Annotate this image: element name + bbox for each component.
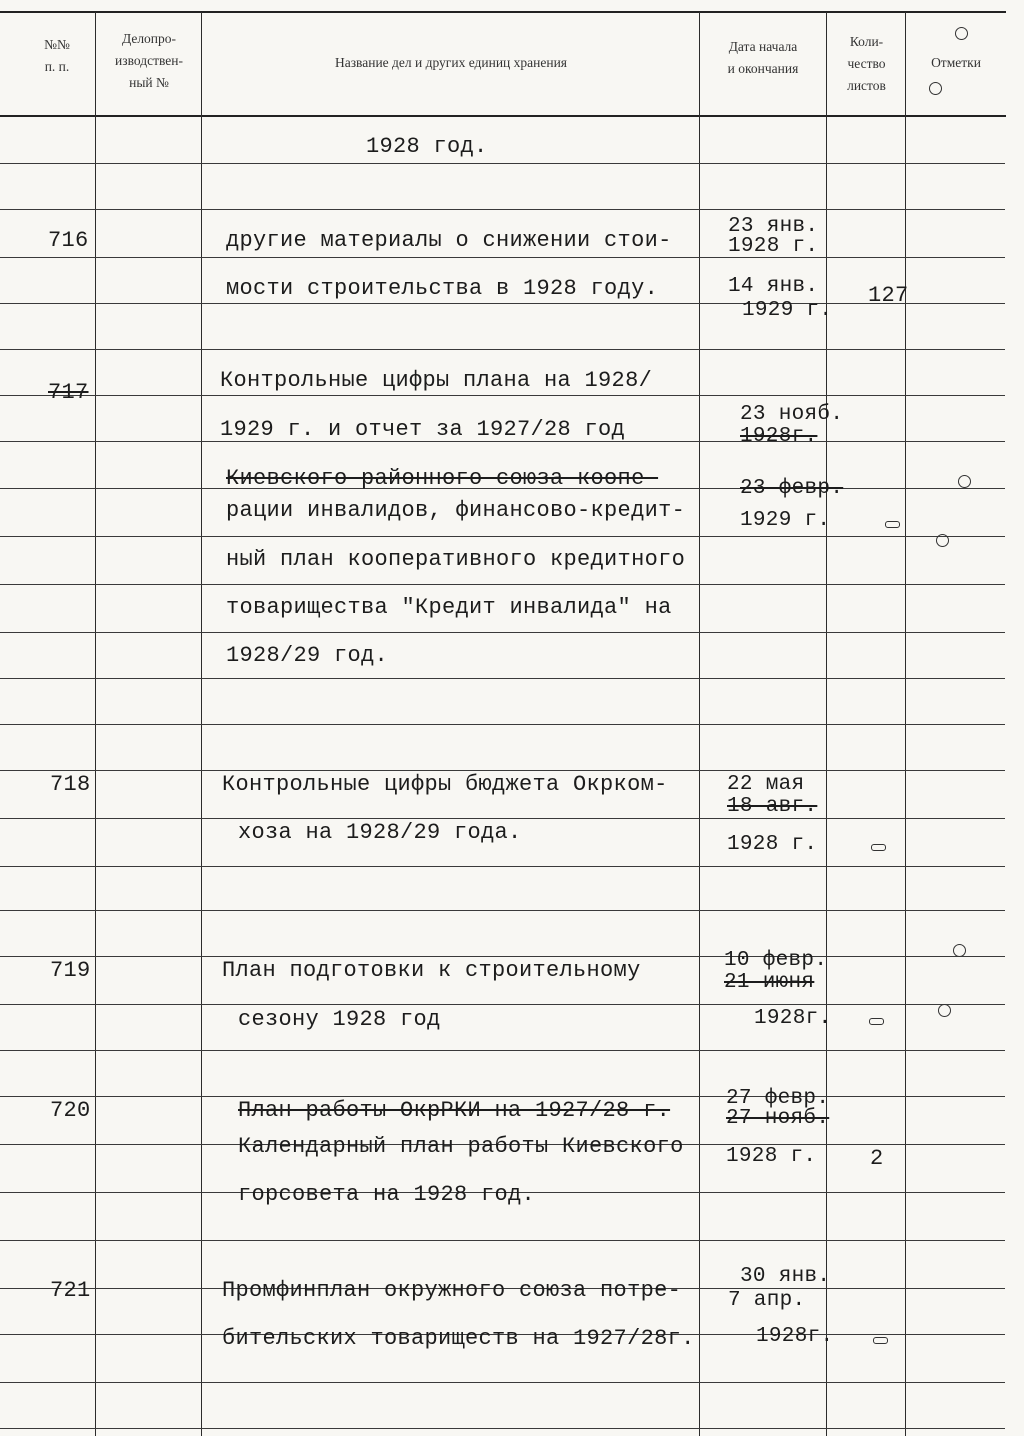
- ring-mark-icon: [938, 1004, 951, 1017]
- ruled-line: [0, 395, 1005, 396]
- record-title-line: 1929 г. и отчет за 1927/28 год: [220, 417, 626, 442]
- record-date: 1928 г.: [728, 235, 819, 258]
- record-date: 27 февр.: [726, 1087, 830, 1110]
- record-title-line: Календарный план работы Киевского: [238, 1134, 684, 1159]
- record-number: 721: [50, 1278, 91, 1303]
- record-number: 716: [48, 228, 89, 253]
- record-title-line: Киевского районного союза коопе-: [226, 466, 659, 491]
- header-marks: Отметки: [931, 55, 981, 70]
- ruled-line: [0, 956, 1005, 957]
- ruled-line: [0, 1050, 1005, 1051]
- ruled-line: [0, 910, 1005, 911]
- record-date: 7 апр.: [728, 1289, 806, 1312]
- ruled-line: [0, 632, 1005, 633]
- record-date: 1928 г.: [726, 1145, 817, 1168]
- ruled-line: [0, 1096, 1005, 1097]
- record-title-line: горсовета на 1928 год.: [238, 1182, 536, 1207]
- ruled-line: [0, 770, 1005, 771]
- ruled-line: [0, 1382, 1005, 1383]
- record-title-line: План подготовки к строительному: [222, 958, 641, 983]
- ring-mark-icon: [936, 534, 949, 547]
- header-dates: Дата начала и окончания: [727, 39, 799, 76]
- record-number: 718: [50, 772, 91, 797]
- record-title-line: другие материалы о снижении стои-: [226, 228, 672, 253]
- ruled-line: [0, 349, 1005, 350]
- record-title-line: сезону 1928 год: [238, 1007, 441, 1032]
- record-date: 1929 г.: [740, 509, 831, 532]
- ruled-line: [0, 818, 1005, 819]
- header-office-number: Делопро- изводствен- ный №: [115, 31, 183, 90]
- ruled-line: [0, 257, 1005, 258]
- header-title: Название дел и других единиц хранения: [334, 55, 568, 70]
- header-sheet-count: Коли- чество листов: [847, 34, 886, 93]
- header-top-rule: [0, 11, 1006, 13]
- record-date: 1928г.: [754, 1007, 832, 1030]
- record-title-line: Промфинплан окружного союза потре-: [222, 1278, 682, 1303]
- ring-mark-icon: [929, 82, 942, 95]
- record-title-line: хоза на 1928/29 года.: [238, 820, 522, 845]
- record-title-line: 1928/29 год.: [226, 643, 389, 668]
- ruled-line: [0, 1004, 1005, 1005]
- record-sheet-count: 127: [868, 283, 909, 308]
- dash-mark: [885, 521, 900, 528]
- record-date: 10 февр.: [724, 949, 828, 972]
- record-date: 30 янв.: [740, 1265, 831, 1288]
- ruled-line: [0, 678, 1005, 679]
- header-number: №№ п. п.: [44, 37, 70, 74]
- year-heading: 1928 год.: [366, 134, 488, 159]
- dash-mark: [873, 1337, 888, 1344]
- record-date: 1928г.: [740, 425, 818, 448]
- ruled-line: [0, 209, 1005, 210]
- record-date: 23 янв.: [728, 215, 819, 238]
- record-date: 18 авг.: [727, 795, 818, 818]
- record-date: 21 июня: [724, 971, 815, 994]
- ruled-line: [0, 1428, 1005, 1429]
- record-number: 717: [48, 380, 89, 405]
- record-number: 719: [50, 958, 91, 983]
- record-sheet-count: 2: [870, 1146, 884, 1171]
- ruled-line: [0, 303, 1005, 304]
- ruled-line: [0, 866, 1005, 867]
- ruled-line: [0, 536, 1005, 537]
- record-date: 14 янв.: [728, 275, 819, 298]
- ruled-line: [0, 724, 1005, 725]
- ring-mark-icon: [953, 944, 966, 957]
- record-date: 1928 г.: [727, 833, 818, 856]
- record-title-line: товарищества "Кредит инвалида" на: [226, 595, 672, 620]
- record-date: 1928г.: [756, 1325, 834, 1348]
- record-title-line: бительских товариществ на 1927/28г.: [222, 1326, 695, 1351]
- record-title-line: мости строительства в 1928 году.: [226, 276, 659, 301]
- dash-mark: [869, 1018, 884, 1025]
- dash-mark: [871, 844, 886, 851]
- record-number: 720: [50, 1098, 91, 1123]
- header-bottom-rule: [0, 115, 1006, 117]
- record-date: 23 февр.: [740, 477, 844, 500]
- record-title-line: рации инвалидов, финансово-кредит-: [226, 498, 686, 523]
- record-date: 23 нояб.: [740, 403, 844, 426]
- ruled-line: [0, 584, 1005, 585]
- ring-mark-icon: [958, 475, 971, 488]
- record-date: 27 нояб.: [726, 1107, 830, 1130]
- record-title-line: План работы ОкрРКИ на 1927/28 г.: [238, 1098, 671, 1123]
- record-date: 22 мая: [727, 773, 805, 796]
- record-date: 1929 г.: [742, 299, 833, 322]
- record-title-line: ный план кооперативного кредитного: [226, 547, 686, 572]
- ring-mark-icon: [955, 27, 968, 40]
- ruled-line: [0, 163, 1005, 164]
- record-title-line: Контрольные цифры бюджета Окрком-: [222, 772, 668, 797]
- ruled-line: [0, 1240, 1005, 1241]
- record-title-line: Контрольные цифры плана на 1928/: [220, 368, 653, 393]
